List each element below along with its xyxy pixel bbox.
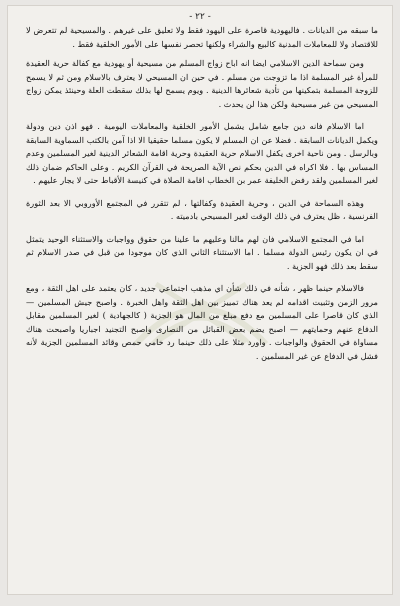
paragraph-2: ومن سماحة الدين الاسلامي ايضا انه اباح زواج المسلم من مسيحية أو يهودية مع كفالة حرية العقيدة للمرأة غير المسلمة اذا ما تزوجت من مسلم . في حين ان المسيحي لا يعترف بالاسلام ومن ثم لا يسمح للزوجة المسلمة بتمكينها من تأدية شعائرها الدينية . ويوم يسمح لها بذلك سقطت العلة وحينئذ يمكن زواج المسيحي من غير مسيحية ولكن هذا لن يحدث . bbox=[26, 58, 378, 109]
page-number: - ٢٢ - bbox=[189, 12, 211, 22]
paragraph-5: اما في المجتمع الاسلامي فان لهم مالنا وعليهم ما علينا من حقوق وواجبات والاستثناء الوحيد يتمثل في ان يكون رئيس الدولة مسلما . اما الاستثناء الثاني الذي كان موجودا من قبل في صدر الاسلام ثم سقط بعد ذلك فهو الجزية . bbox=[26, 233, 378, 271]
body-text bbox=[26, 24, 378, 584]
document-page bbox=[8, 6, 392, 594]
paragraph-4: وهذه السماحة في الدين ، وحرية العقيدة وكفالتها ، لم تتقرر في المجتمع الأوروبي الا بعد الثورة الفرنسية ، ظل يعترف في ذلك الوقت لغير المسيحي بادميته . bbox=[26, 197, 378, 221]
paragraph-3: اما الاسلام فانه دين جامع شامل يشمل الأمور الخلقية والمعاملات اليومية . فهو اذن دين ودولة ويكمل الديانات السابقة . فضلا عن ان المسلم لا يكون مسلما حقيقيا الا اذا آمن بالكتب السماوية السابقة وبالرسل . ومن ناحية اخرى يكفل الاسلام حرية العقيدة وحرية اقامة الشعائر الدينية لغير المسلمين وعدم المساس بها . فلا اكراه في الدين بحكم نص الآية الصريحة في القرآن الكريم . وعلى الحاكم ضمان ذلك لغير المسلمين ولقد رفض الخليفة عمر بن الخطاب اقامة الصلاة في كنيسة الأقباط حتى لا يجار عليهم . bbox=[26, 121, 378, 185]
paragraph-1: ما سبقه من الديانات . فاليهودية قاصرة على اليهود فقط ولا تعليق على غيرهم . والمسيحية لم تتعرض لا للاقتصاد ولا للمعاملات المدنية كالبيع والشراء ولكنها تحصر نفسها على الأمور الخلقية فقط . bbox=[26, 25, 378, 49]
paragraph-6: فالاسلام حينما ظهر ، شأنه في ذلك شأن اي مذهب اجتماعي جديد ، كان يعتمد على اهل الثقة ، ومع مرور الزمن وتثبيت اقدامه لم يعد هناك تمييز بين اهل الثقة واهل الخبرة . واصبح جيش المسلمين — الذي كان قاصرا على المسلمين مع دفع مبلغ من المال هو الجزية ( كالجهادية ) لغير المسلمين مقابل الدفاع عنهم وحمايتهم — اصبح يضم بعض القبائل من النصارى واصبح التجنيد اجباريا واصبحت هناك مساواة في الحقوق والواجبات . واورد مثلا على ذلك حينما رد خامي حمص وقائد المسلمين الجزية لأنه فشل في الدفاع عن غير المسلمين . bbox=[26, 283, 378, 361]
